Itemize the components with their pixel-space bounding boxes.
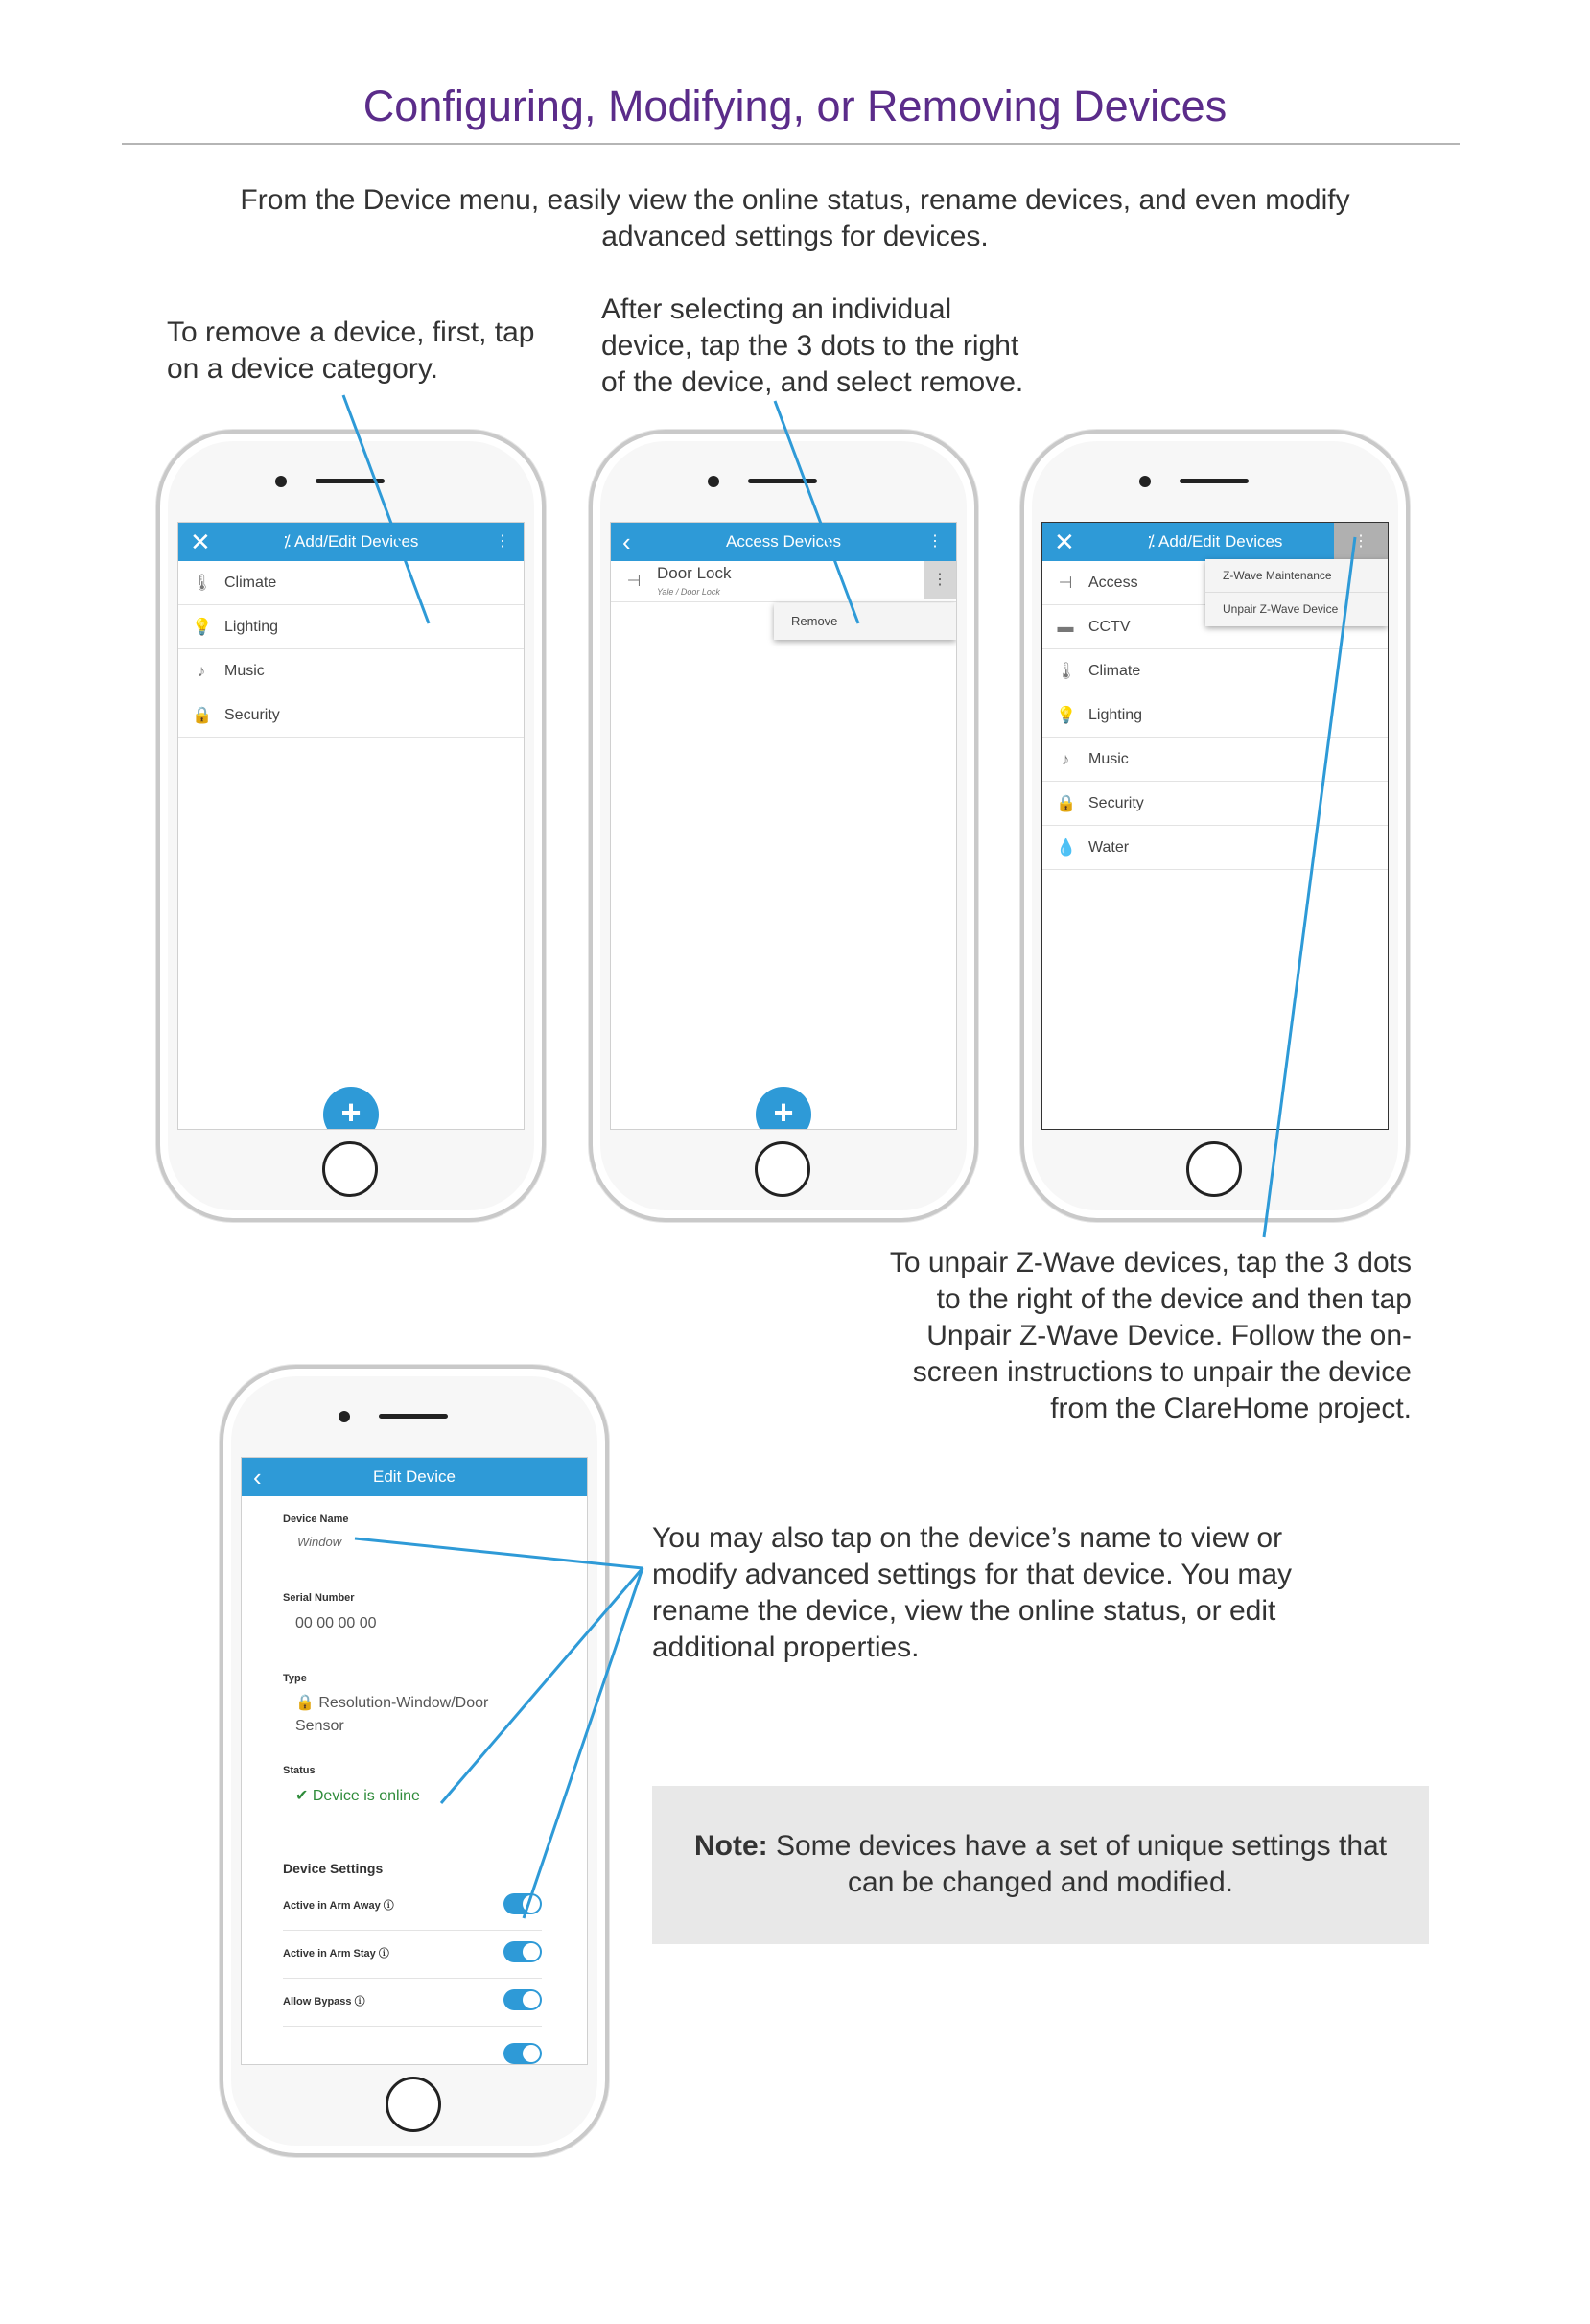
- bulb-icon: 💡: [1056, 706, 1077, 724]
- music-note-icon: ♪: [1061, 750, 1070, 768]
- thermometer-icon: 🌡: [1056, 662, 1077, 680]
- callout-line-settings: [524, 1568, 643, 1918]
- back-arrow-icon[interactable]: ‹: [253, 1463, 262, 1491]
- step3-caption: To unpair Z-Wave devices, tap the 3 dots to the right of the device and then tap Unpair Z-Wave Device. Follow the on-screen instructions to unpair the device from the ClareHome project.: [889, 1247, 1412, 1424]
- setting-label: Active in Arm Away ⓘ: [283, 1900, 394, 1912]
- camera-icon: ▬: [1057, 618, 1074, 636]
- header-title: Edit Device: [373, 1467, 456, 1486]
- lock-door-icon: ⊣: [1058, 574, 1073, 592]
- type-label: Type: [283, 1673, 307, 1684]
- close-icon[interactable]: ✕: [190, 528, 211, 556]
- more-vert-icon[interactable]: ⋮: [927, 533, 943, 550]
- step1-caption: To remove a device, first, tap on a device category.: [167, 317, 535, 385]
- type-value: 🔒 Resolution-Window/Door Sensor: [295, 1695, 489, 1734]
- step4-caption: You may also tap on the device’s name to view or modify advanced settings for that device. You may rename the device, view the online status, or edit additional properties.: [652, 1522, 1293, 1663]
- more-vert-icon[interactable]: ⋮: [1334, 523, 1388, 561]
- category-cctv[interactable]: ▬ CCTV: [1042, 605, 1388, 649]
- lock-icon: 🔒: [1056, 794, 1077, 812]
- intro-text: From the Device menu, easily view the online status, rename devices, and even modify advanced settings for devices.: [240, 184, 1350, 252]
- callout-line-step2: [775, 401, 858, 623]
- drop-icon: 💧: [1056, 838, 1077, 857]
- note-text: Some devices have a set of unique settings that can be changed and modified.: [775, 1830, 1388, 1898]
- category-lighting[interactable]: 💡 Lighting: [1042, 693, 1388, 738]
- callout-line-step3: [1264, 537, 1355, 1237]
- add-device-button[interactable]: +: [756, 1087, 811, 1130]
- more-vert-icon[interactable]: ⋮: [495, 533, 510, 550]
- page-title: Configuring, Modifying, or Removing Devices: [362, 82, 1228, 130]
- category-climate[interactable]: 🌡 Climate: [178, 561, 524, 605]
- device-settings-label: Device Settings: [283, 1861, 384, 1876]
- header-title: ⁒ Add/Edit Devices: [1147, 532, 1283, 551]
- category-security[interactable]: 🔒 Security: [1042, 782, 1388, 826]
- device-name: Door Lock: [657, 564, 732, 582]
- device-more-icon[interactable]: ⋮: [924, 561, 956, 599]
- note-label: Note:: [693, 1830, 768, 1862]
- bulb-icon: 💡: [192, 618, 213, 636]
- add-device-button[interactable]: +: [323, 1087, 379, 1130]
- device-name-label: Device Name: [283, 1514, 349, 1525]
- category-climate[interactable]: 🌡 Climate: [1042, 649, 1388, 693]
- music-note-icon: ♪: [197, 662, 206, 680]
- callout-line-status: [441, 1568, 643, 1803]
- back-arrow-icon[interactable]: ‹: [622, 528, 631, 556]
- remove-menu-item[interactable]: Remove: [791, 614, 838, 628]
- check-circle-icon: ✔: [295, 1788, 309, 1804]
- status-value: ✔ Device is online: [295, 1788, 420, 1804]
- status-label: Status: [283, 1765, 316, 1776]
- lock-icon: 🔒: [295, 1695, 315, 1711]
- step2-caption: After selecting an individual device, tap the 3 dots to the right of the device, and select remove.: [601, 293, 1024, 398]
- category-music[interactable]: ♪ Music: [1042, 738, 1388, 782]
- category-water[interactable]: 💧 Water: [1042, 826, 1388, 870]
- lock-door-icon: ⊣: [626, 572, 642, 590]
- category-lighting[interactable]: 💡 Lighting: [178, 605, 524, 649]
- header-title: Access Devices: [726, 532, 841, 551]
- category-access[interactable]: ⊣ Access: [1042, 561, 1388, 605]
- serial-value: 00 00 00 00: [295, 1615, 377, 1631]
- unpair-zwave-item[interactable]: Unpair Z-Wave Device: [1223, 602, 1339, 616]
- thermometer-icon: 🌡: [192, 574, 213, 592]
- callout-line-step1: [343, 395, 429, 623]
- device-subtitle: Yale / Door Lock: [657, 587, 720, 597]
- callout-line-name: [355, 1538, 643, 1568]
- setting-label: Active in Arm Stay ⓘ: [283, 1948, 389, 1960]
- category-security[interactable]: 🔒 Security: [178, 693, 524, 738]
- lock-icon: 🔒: [192, 706, 213, 724]
- header-title: ⁒ Add/Edit Devices: [283, 532, 419, 551]
- category-music[interactable]: ♪ Music: [178, 649, 524, 693]
- setting-label: Allow Bypass ⓘ: [283, 1996, 365, 2007]
- device-name-input[interactable]: Window: [297, 1535, 342, 1549]
- serial-label: Serial Number: [283, 1592, 355, 1604]
- close-icon[interactable]: ✕: [1054, 528, 1075, 556]
- zwave-maintenance-item[interactable]: Z-Wave Maintenance: [1205, 559, 1388, 593]
